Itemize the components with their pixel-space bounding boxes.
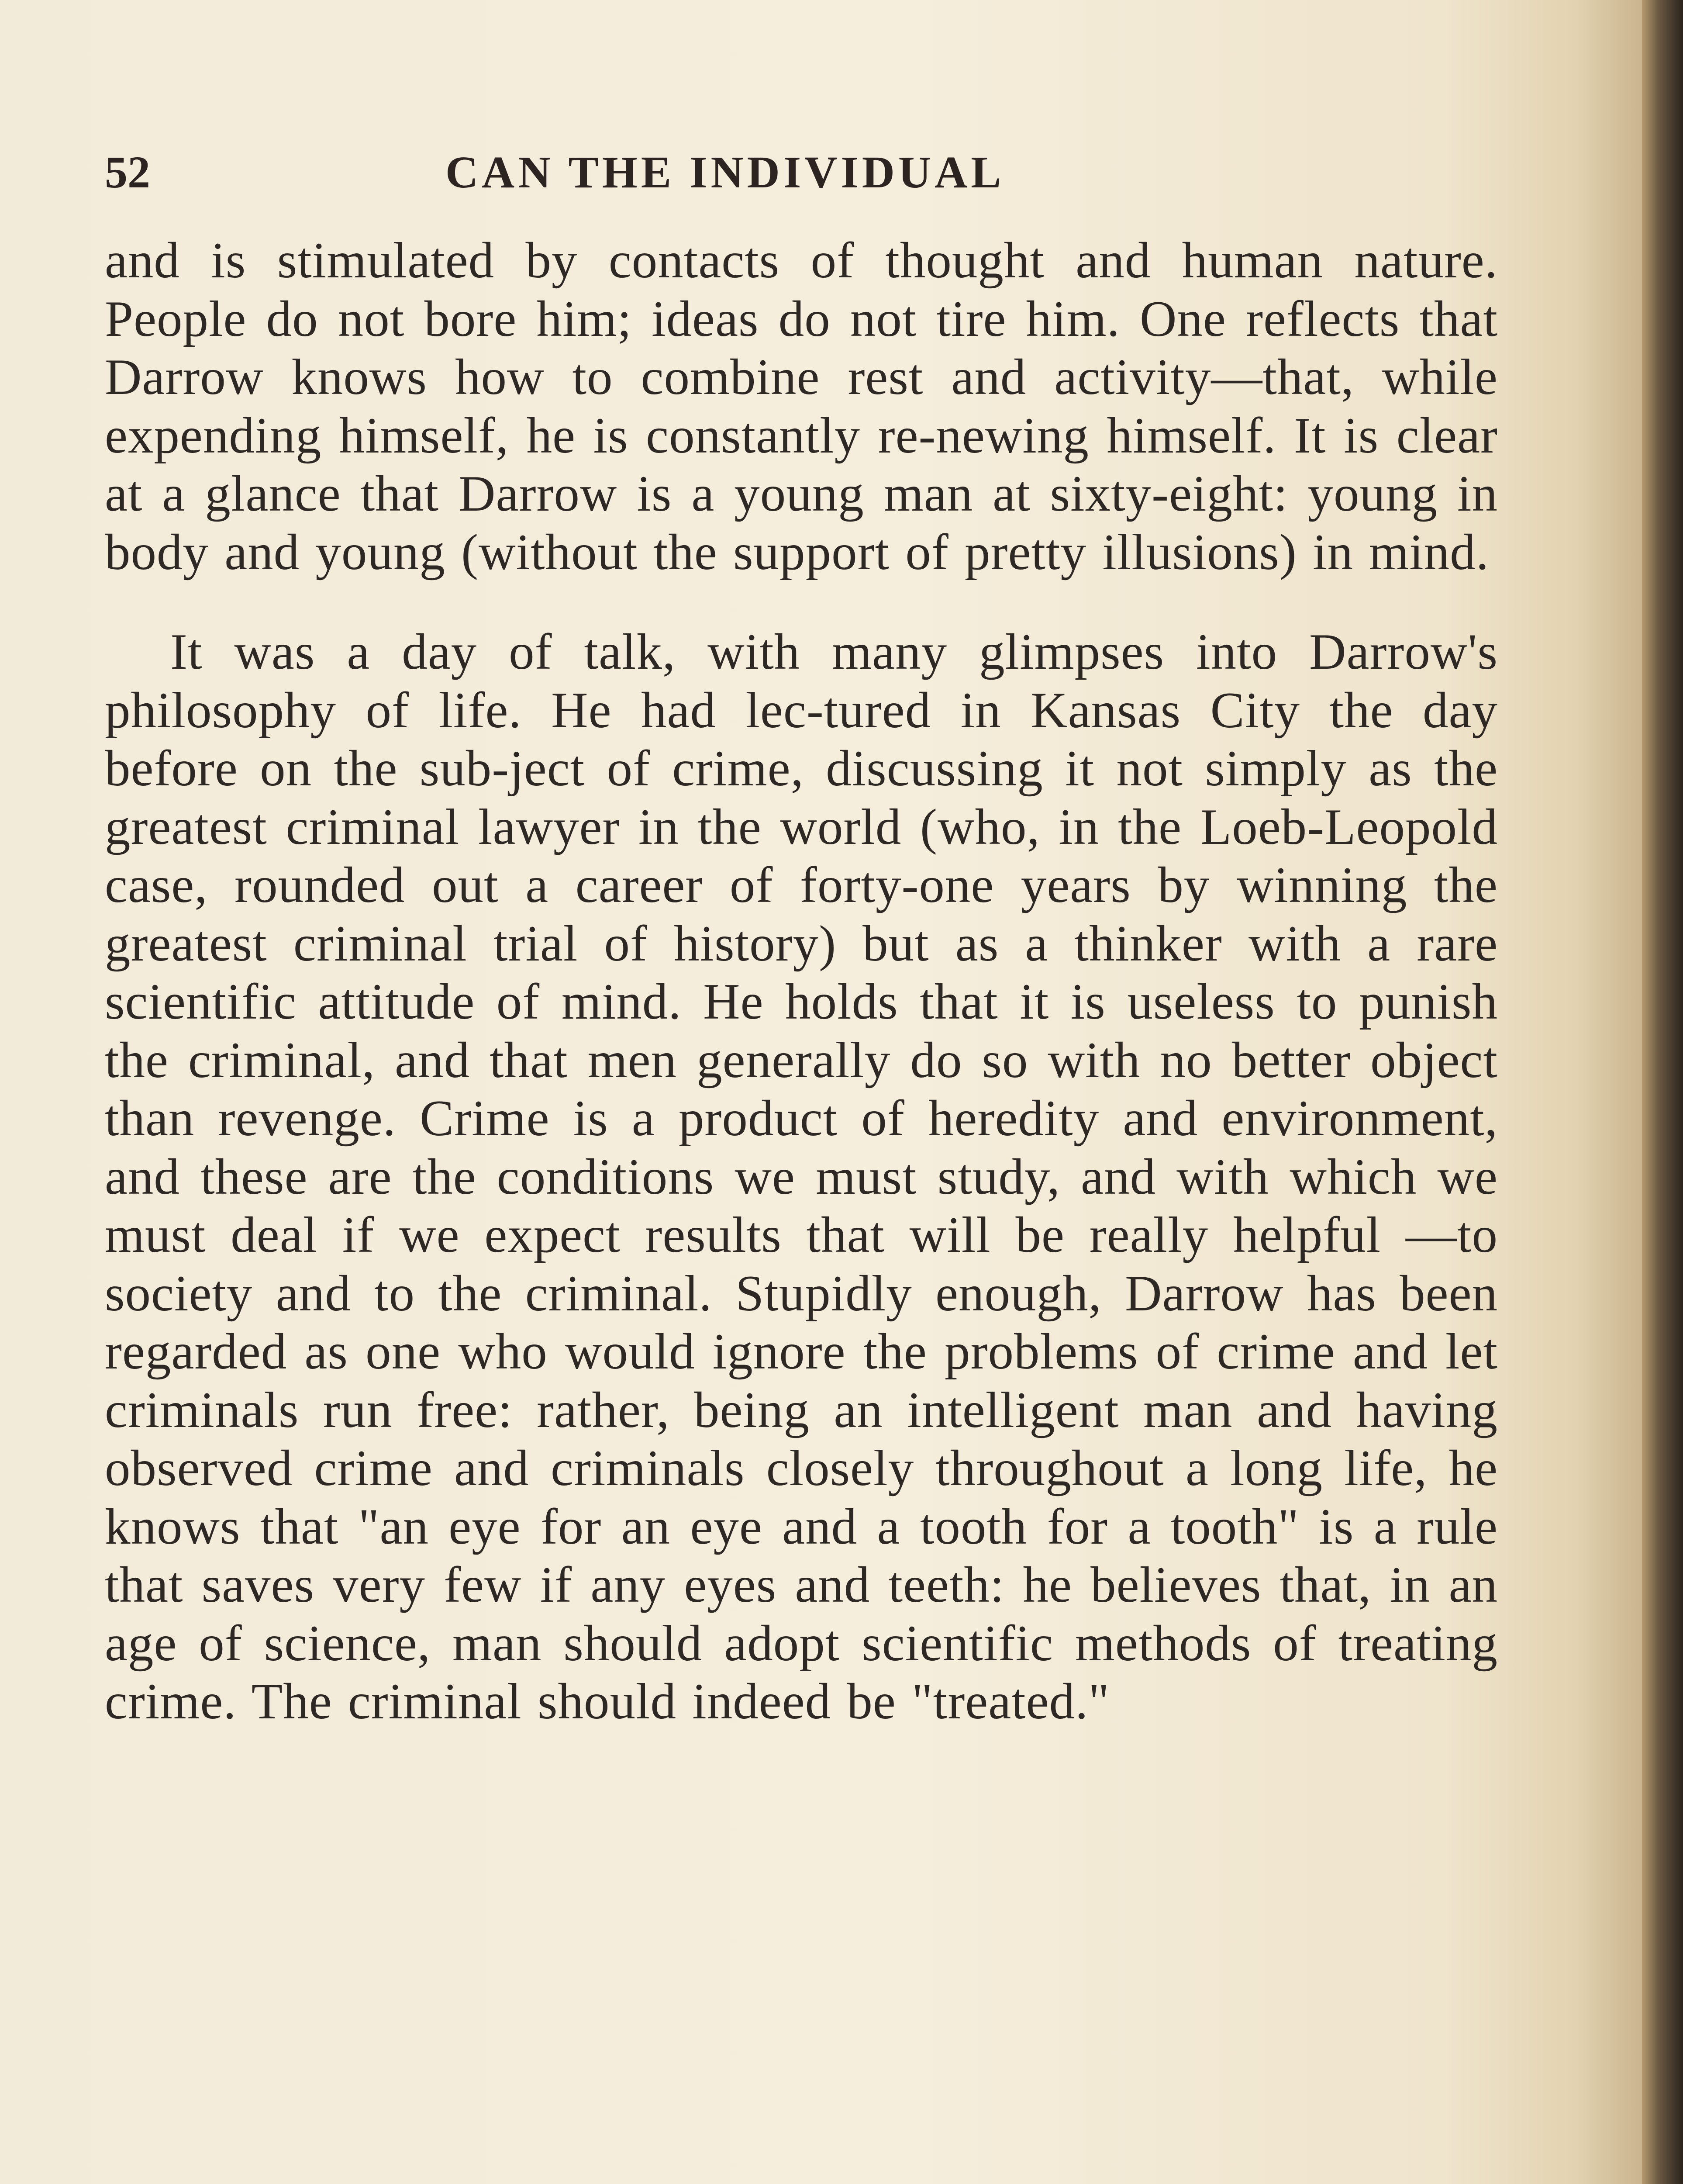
paragraph: and is stimulated by contacts of thought and human nature. People do not bore him; ideas do not tire him. One reflects that Darrow knows how to combine rest and activity—that, while expending himself, he is constantly re-newing himself. It is clear at a glance that Darrow is a young man at sixty-eight: young in body and young (without the support of pretty illusions) in mind. <box>105 232 1498 581</box>
running-head: CAN THE INDIVIDUAL <box>445 147 1005 197</box>
body-text <box>105 232 1498 1731</box>
page-number: 52 <box>105 147 150 197</box>
page-header <box>105 144 1162 201</box>
paragraph: It was a day of talk, with many glimpses into Darrow's philosophy of life. He had lec-tured in Kansas City the day before on the sub-ject of crime, discussing it not simply as the greatest criminal lawyer in the world (who, in the Loeb-Leopold case, rounded out a career of forty-one years by winning the greatest criminal trial of history) but as a thinker with a rare scientific attitude of mind. He holds that it is useless to punish the criminal, and that men generally do so with no better object than revenge. Crime is a product of heredity and environment, and these are the conditions we must study, and with which we must deal if we expect results that will be really helpful —to society and to the criminal. Stupidly enough, Darrow has been regarded as one who would ignore the problems of crime and let criminals run free: rather, being an intelligent man and having observed crime and criminals closely throughout a long life, he knows that "an eye for an eye and a tooth for a tooth" is a rule that saves very few if any eyes and teeth: he believes that, in an age of science, man should adopt scientific methods of treating crime. The criminal should indeed be "treated." <box>105 624 1498 1730</box>
page-edge-shadow <box>1642 0 1683 2184</box>
